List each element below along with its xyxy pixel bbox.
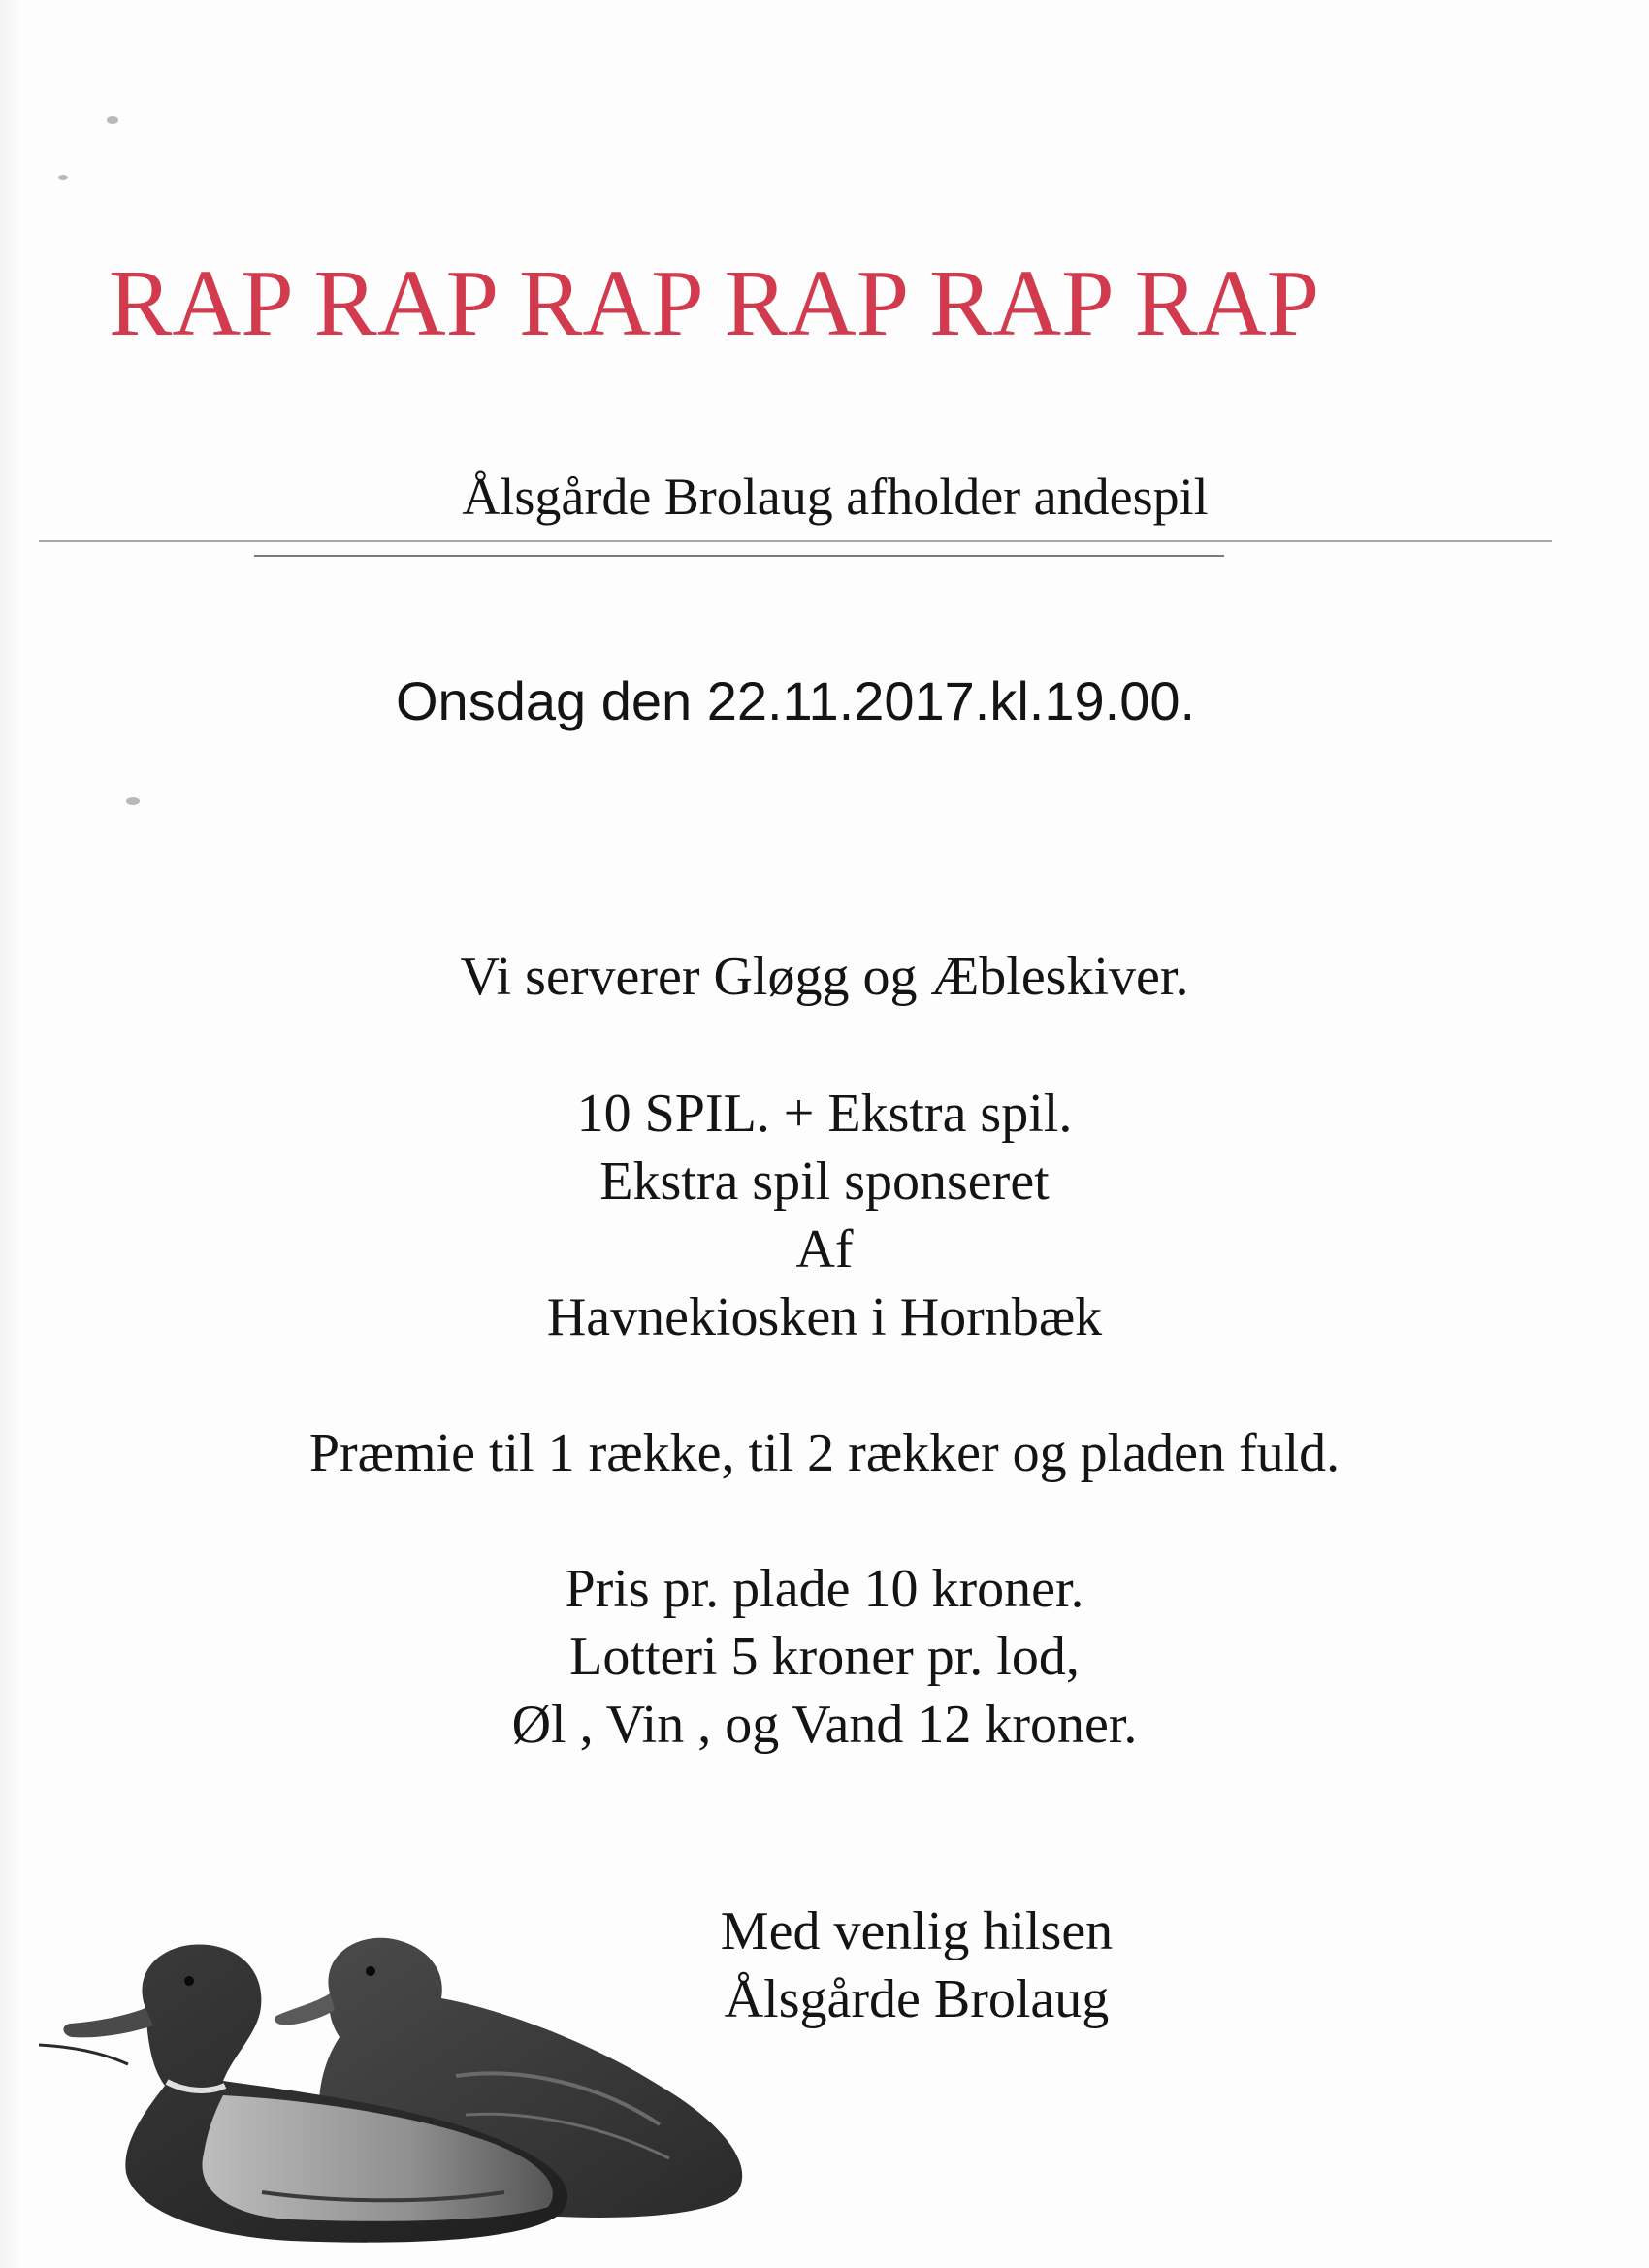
games-line: Havnekiosken i Hornbæk (546, 1287, 1103, 1347)
subtitle-underline-second (254, 555, 1224, 557)
subtitle-underline (39, 540, 1552, 542)
scan-speck (107, 116, 118, 124)
scan-speck (126, 797, 140, 805)
price-line: Pris pr. plade 10 kroner. (565, 1559, 1084, 1619)
subtitle: Ålsgårde Brolaug afholder andespil (462, 468, 1209, 526)
headline: RAP RAP RAP RAP RAP RAP (109, 251, 1320, 356)
games-line: Ekstra spil sponseret (599, 1151, 1050, 1212)
prizes-line: Præmie til 1 række, til 2 rækker og pladen fuld. (308, 1423, 1341, 1483)
event-datetime: Onsdag den 22.11.2017.kl.19.00. (396, 670, 1196, 731)
games-line: Af (795, 1219, 854, 1280)
games-block (0, 1080, 1649, 1351)
games-line: 10 SPIL. + Ekstra spil. (576, 1084, 1073, 1144)
greeting-signature: Ålsgårde Brolaug (724, 1969, 1110, 2029)
price-line: Øl , Vin , og Vand 12 kroner. (511, 1695, 1138, 1755)
serving-line: Vi serverer Gløgg og Æbleskiver. (460, 947, 1189, 1007)
two-ducks-illustration (39, 1901, 795, 2251)
price-line: Lotteri 5 kroner pr. lod, (569, 1627, 1080, 1687)
price-block (0, 1555, 1649, 1759)
scan-speck (58, 175, 68, 180)
greeting-line: Med venlig hilsen (720, 1901, 1114, 1961)
